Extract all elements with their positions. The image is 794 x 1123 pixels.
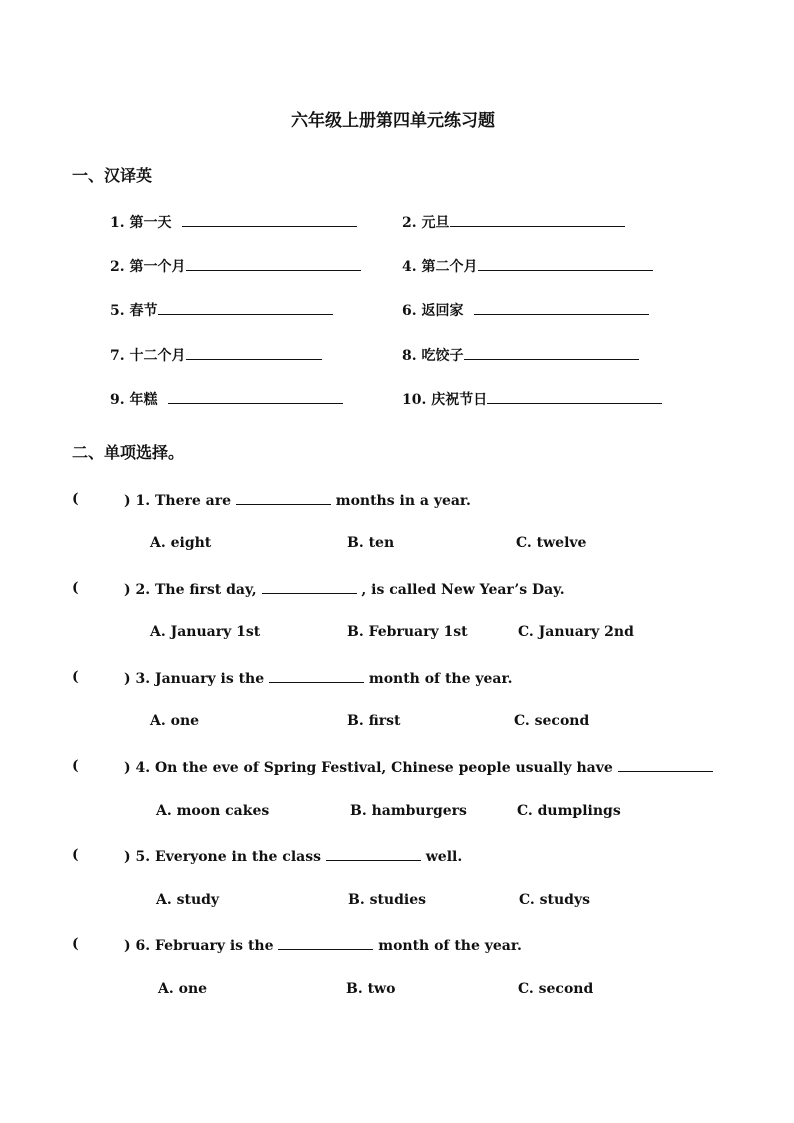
option-b[interactable]: B. hamburgers	[350, 803, 467, 819]
answer-paren[interactable]: (	[72, 669, 79, 685]
question-row	[72, 936, 712, 954]
translate-item	[402, 345, 639, 365]
translate-item	[402, 389, 662, 409]
item-text: 庆祝节日	[431, 392, 488, 408]
item-number: 2.	[110, 259, 125, 275]
answer-line[interactable]	[186, 345, 322, 360]
question-row	[72, 580, 712, 598]
answer-paren[interactable]: (	[72, 936, 79, 952]
answer-line[interactable]	[158, 300, 333, 315]
answer-line[interactable]	[182, 212, 357, 227]
question-text: ) 5. Everyone in the class well.	[124, 849, 463, 865]
translate-item	[110, 256, 361, 276]
option-b[interactable]: B. first	[347, 713, 401, 729]
question-row	[72, 669, 712, 687]
item-number: 10.	[402, 392, 427, 408]
item-text: 返回家	[421, 303, 464, 319]
option-c[interactable]: C. second	[518, 981, 594, 997]
option-c[interactable]: C. twelve	[516, 535, 587, 551]
translate-item	[402, 256, 653, 276]
question-text: ) 4. On the eve of Spring Festival, Chinese people usually have	[124, 758, 713, 776]
question-blank[interactable]	[618, 758, 713, 772]
option-b[interactable]: B. ten	[347, 535, 395, 551]
question-blank[interactable]	[236, 491, 331, 505]
item-text: 十二个月	[129, 348, 186, 364]
item-number: 2.	[402, 215, 417, 231]
item-number: 7.	[110, 348, 125, 364]
translate-item	[110, 300, 333, 320]
answer-paren[interactable]: (	[72, 491, 79, 507]
question-text: ) 2. The first day, , is called New Year’s Day.	[124, 582, 565, 598]
answer-line[interactable]	[464, 345, 639, 360]
answer-paren[interactable]: (	[72, 580, 79, 596]
option-a[interactable]: A. one	[158, 981, 208, 997]
answer-line[interactable]	[450, 212, 625, 227]
translate-item	[402, 300, 649, 320]
item-number: 8.	[402, 348, 417, 364]
question-row	[72, 758, 712, 776]
question-blank[interactable]	[269, 669, 364, 683]
option-b[interactable]: B. two	[346, 981, 396, 997]
option-c[interactable]: C. January 2nd	[518, 624, 634, 640]
option-a[interactable]: A. study	[156, 892, 220, 908]
option-a[interactable]: A. eight	[150, 535, 212, 551]
item-text: 年糕	[129, 392, 158, 408]
option-a[interactable]: A. January 1st	[150, 624, 261, 640]
option-a[interactable]: A. one	[150, 713, 200, 729]
translate-item	[402, 212, 625, 232]
item-text: 春节	[129, 303, 158, 319]
item-text: 第二个月	[421, 259, 478, 275]
item-number: 9.	[110, 392, 125, 408]
answer-line[interactable]	[487, 389, 662, 404]
item-number: 4.	[402, 259, 417, 275]
translate-item	[110, 389, 343, 409]
translate-item	[110, 345, 322, 365]
option-b[interactable]: B. studies	[348, 892, 427, 908]
item-text: 元旦	[421, 215, 450, 231]
question-blank[interactable]	[262, 580, 357, 594]
item-number: 1.	[110, 215, 125, 231]
option-a[interactable]: A. moon cakes	[156, 803, 270, 819]
question-text: ) 6. February is the month of the year.	[124, 938, 522, 954]
question-text: ) 3. January is the month of the year.	[124, 671, 513, 687]
option-b[interactable]: B. February 1st	[347, 624, 468, 640]
option-c[interactable]: C. dumplings	[517, 803, 621, 819]
question-row	[72, 491, 712, 509]
answer-paren[interactable]: (	[72, 847, 79, 863]
item-text: 第一天	[129, 215, 172, 231]
translate-item	[110, 212, 357, 232]
page-title: 六年级上册第四单元练习题	[291, 111, 495, 131]
option-c[interactable]: C. studys	[519, 892, 590, 908]
question-row	[72, 847, 712, 865]
answer-line[interactable]	[478, 256, 653, 271]
option-c[interactable]: C. second	[514, 713, 590, 729]
item-number: 5.	[110, 303, 125, 319]
answer-paren[interactable]: (	[72, 758, 79, 774]
item-text: 吃饺子	[421, 348, 464, 364]
answer-line[interactable]	[168, 389, 343, 404]
question-blank[interactable]	[326, 847, 421, 861]
section-heading-translate: 一、汉译英	[72, 166, 153, 185]
section-heading-choice: 二、单项选择。	[72, 443, 185, 462]
question-text: ) 1. There are months in a year.	[124, 493, 471, 509]
item-text: 第一个月	[129, 259, 186, 275]
item-number: 6.	[402, 303, 417, 319]
answer-line[interactable]	[474, 300, 649, 315]
question-blank[interactable]	[278, 936, 373, 950]
answer-line[interactable]	[186, 256, 361, 271]
